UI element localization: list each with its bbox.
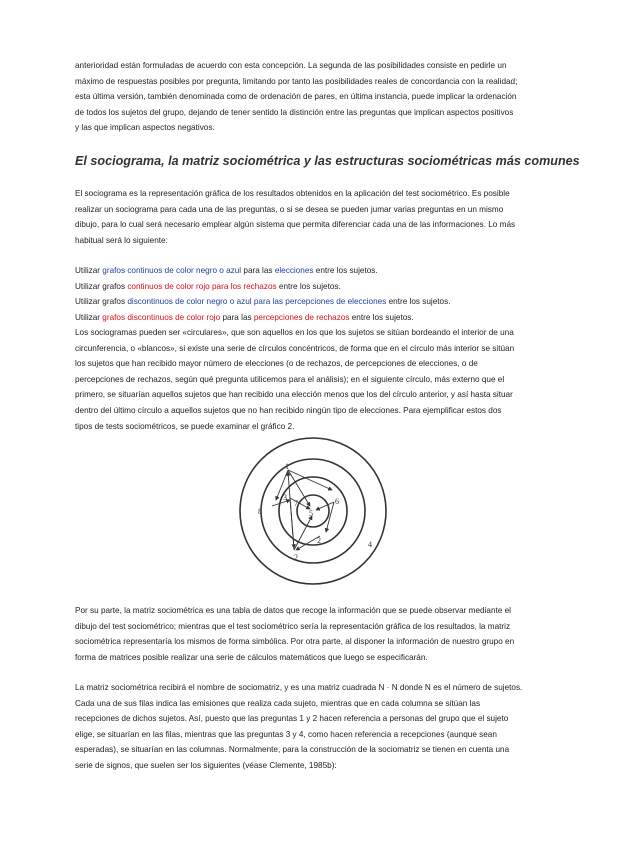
sociogram-paragraph [75,186,547,248]
text-line: de todos los sujetos del grupo, dejando de tener sentido la distinción entre las preguntas que implican aspectos positivos [75,107,514,117]
node-label: 6 [335,497,339,506]
text-line: forma de matrices posible realizar una serie de cálculos matemáticos que luego se especificarán. [75,652,428,662]
text-line: serie de signos, que suelen ser los siguientes (véase Clemente, 1985b): [75,760,337,770]
circular-paragraph [75,325,547,434]
text-line: recepciones de dichos sujetos. Así, puesto que las preguntas 1 y 2 hacen referencia a personas del grupo que el sujeto [75,714,509,724]
sociomatrix-paragraph [75,680,547,774]
rules-list [75,263,547,325]
text-line: esta última versión, también denominada como de ordenación de pares, en última instancia, puede implicar la ordenación [75,92,517,102]
sociogram-arrows [272,470,334,550]
intro-paragraph [75,58,547,136]
text-line: elige, se situarían en las filas, mientras que las preguntas 3 y 4, como hacen referencia a recepciones (aunque sean [75,729,497,739]
node-label: 5 [309,509,313,518]
text-line: Por su parte, la matriz sociométrica es una tabla de datos que recoge la información que se puede observar mediante el [75,606,512,615]
text-line: habitual será lo siguiente: [75,235,168,245]
text-line: tipos de tests sociométricos, se puede examinar el gráfico 2. [75,421,295,431]
inner-ring [297,495,329,527]
node-label: 7 [294,499,298,508]
rule-item: Utilizar grafos continuos de color negro o azul para las elecciones entre los sujetos. [75,266,378,275]
text-line: realizar un sociograma para cada una de las preguntas, o si se desea se pueden jumar varias preguntas en un mismo [75,204,504,214]
text-line: Los sociogramas pueden ser «circulares», que son aquellos en los que los sujetos se sitúan bordeando el interior de una [75,328,514,337]
text-line: La matriz sociométrica recibirá el nombre de sociomatriz, y es una matriz cuadrada N · N donde N es el número de sujetos. [75,683,523,692]
node-label: 3 [283,493,287,502]
text-line: sociométrica representaría los mismos de forma simbólica. Por otra parte, al disponer la información de nuestro grupo en [75,637,515,647]
text-line: y las que implican aspectos negativos. [75,123,215,133]
matrix-paragraph [75,603,547,665]
text-line: dentro del último círculo a aquellos sujetos que no han recibido ningún tipo de elecciones. Para ejemplificar estos dos [75,405,502,415]
rule-item: Utilizar grafos discontinuos de color rojo para las percepciones de rechazos entre los sujetos. [75,312,414,322]
text-line: El sociograma es la representación gráfica de los resultados obtenidos en la aplicación del test sociométrico. Es posible [75,189,510,198]
text-line: primero, se situarían aquellos sujetos que han recibido una elección menos que los del círculo anterior, y así hasta situar [75,390,513,400]
node-label: 1 [285,462,289,471]
text-line: máximo de respuestas posibles por pregunta, limitando por tanto las posibilidades reales de concordancia con la realidad; [75,76,518,86]
text-line: Cada una de sus filas indica las emisiones que realiza cada sujeto, mientras que en cada columna se sitúan las [75,698,481,708]
node-label: 4 [368,540,372,549]
text-line: circunferencia, o «blancos», si existe una serie de círculos concéntricos, de forma que en el círculo más interior se sitúan [75,343,515,353]
third-ring [261,459,365,563]
target-sociogram-diagram [234,432,392,588]
text-line: los sujetos que han recibido mayor número de elecciones (o de rechazos, de percepciones de elecciones, o de [75,359,478,369]
text-line: anterioridad están formuladas de acuerdo con esta concepción. La segunda de las posibilidades consiste en pedirle un [75,61,507,70]
text-line: percepciones de rechazos, según qué pregunta utilicemos para el análisis); en el siguiente círculo, más externo que el [75,374,505,384]
node-label: 2 [294,553,298,562]
rule-item: Utilizar grafos discontinuos de color negro o azul para las percepciones de elecciones entre los sujetos. [75,297,451,307]
rule-item: Utilizar grafos continuos de color rojo para los rechazos entre los sujetos. [75,281,341,291]
text-line: dibujo, para lo cual será necesario emplear algún sistema que permita diferenciar cada una de las informaciones. Lo más [75,220,516,230]
section-heading: El sociograma, la matriz sociométrica y las estructuras sociométricas más comunes [75,154,580,168]
node-label: 2 [317,536,321,545]
sociogram-figure [234,432,392,588]
text-line: esperadas), se situarían en las columnas. Normalmente, para la construcción de la sociomatriz se tienen en cuenta una [75,745,510,755]
node-label: 8 [258,507,262,516]
text-line: dibujo del test sociométrico; mientras que el test sociométrico sería la representación gráfica de los resultados, la matriz [75,621,511,631]
